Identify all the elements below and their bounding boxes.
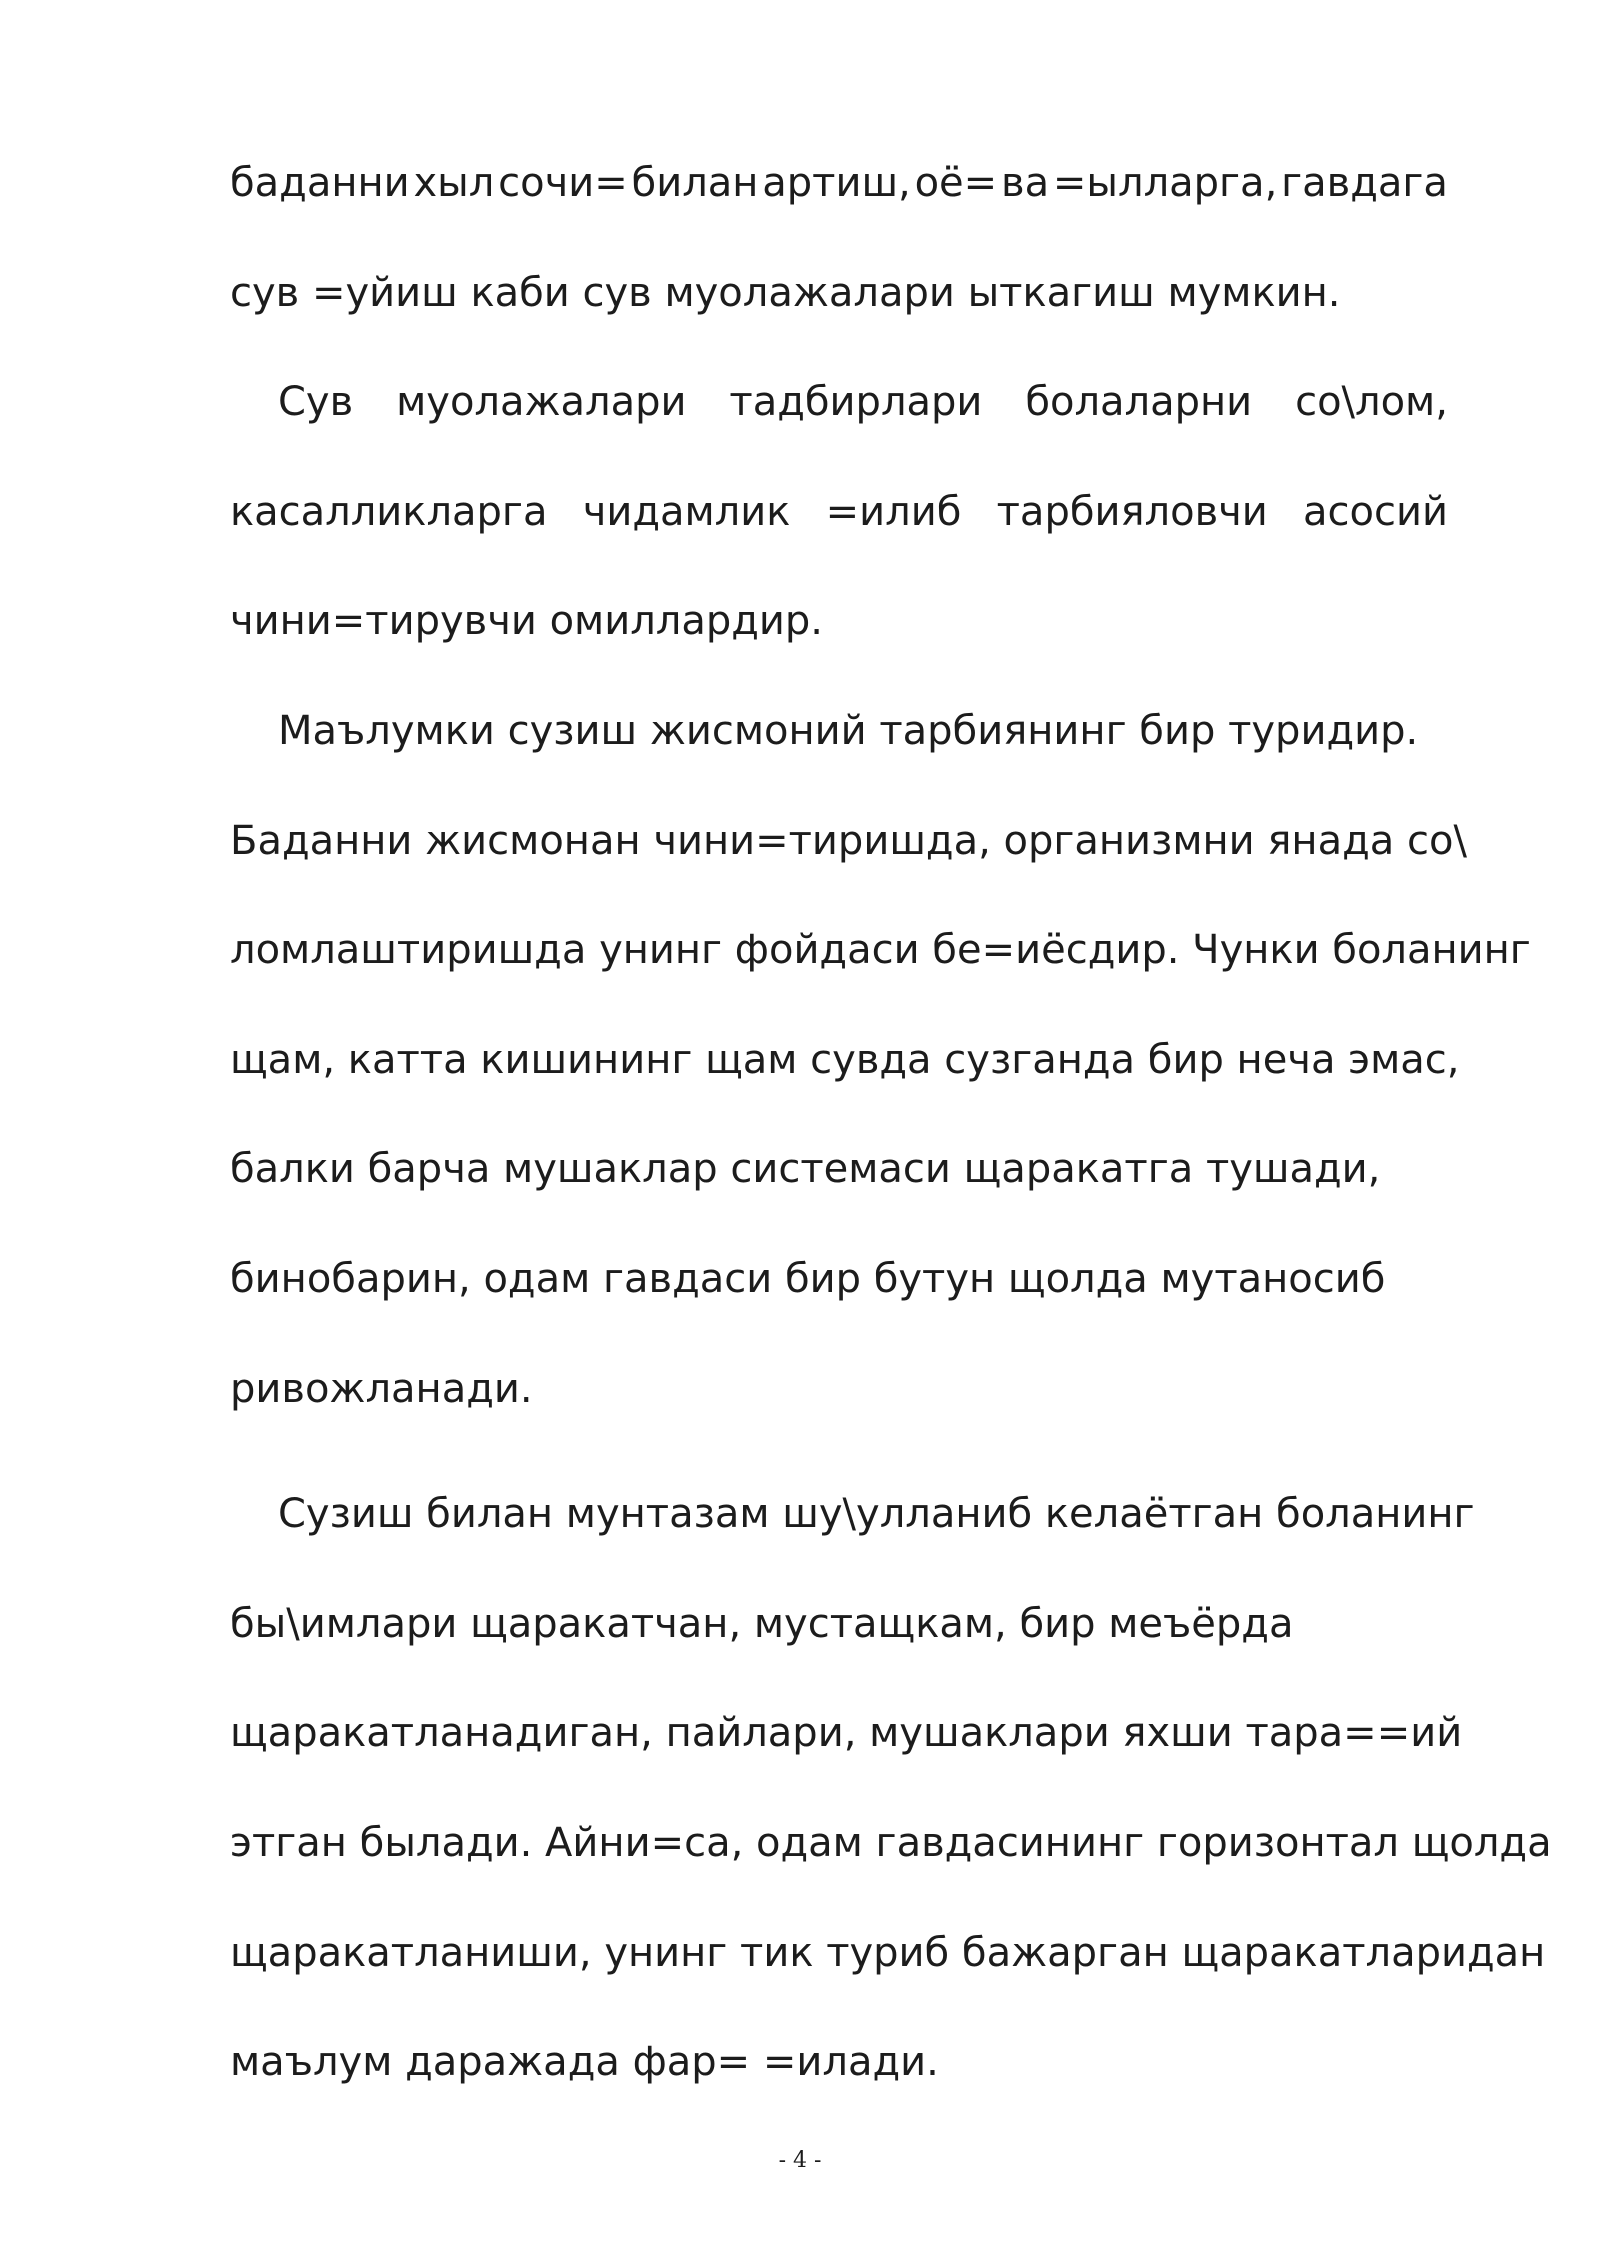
text-line-14: бы\имлари щаракатчан, мустащкам, бир меъёрда — [230, 1601, 1294, 1647]
text-line-13: Сузиш билан мунтазам шу\улланиб келаётган боланинг — [278, 1491, 1475, 1537]
text-line-6: Маълумки сузиш жисмоний тарбиянинг бир туридир. — [278, 708, 1419, 754]
word: тадбирлари — [729, 379, 983, 425]
word: гавдага — [1281, 160, 1448, 206]
text-line-1 — [230, 158, 1448, 208]
word: сочи= — [498, 160, 628, 206]
word: оё= — [914, 160, 998, 206]
word: баданни — [230, 160, 410, 206]
word: касалликларга — [230, 489, 548, 535]
text-line-9: щам, катта кишининг щам сувда сузганда бир неча эмас, — [230, 1037, 1460, 1083]
word: тарбияловчи — [996, 489, 1268, 535]
text-line-15: щаракатланадиган, пайлари, мушаклари яхши тара==ий — [230, 1710, 1463, 1756]
word: муолажалари — [396, 379, 687, 425]
word: билан — [631, 160, 759, 206]
text-line-5: чини=тирувчи омиллардир. — [230, 598, 824, 644]
text-line-7: Баданни жисмонан чини=тиришда, организмни янада со\ — [230, 818, 1467, 864]
word: чидамлик — [582, 489, 791, 535]
text-line-11: бинобарин, одам гавдаси бир бутун щолда мутаносиб — [230, 1256, 1386, 1302]
word: болаларни — [1025, 379, 1253, 425]
word: асосий — [1303, 489, 1448, 535]
word: =илиб — [825, 489, 962, 535]
text-line-10: балки барча мушаклар системаси щаракатга тушади, — [230, 1146, 1381, 1192]
word: ва — [1001, 160, 1050, 206]
text-line-18: маълум даражада фар= =илади. — [230, 2039, 939, 2085]
word: Сув — [278, 379, 354, 425]
word: со\лом, — [1295, 379, 1448, 425]
text-line-17: щаракатланиши, унинг тик туриб бажарган щаракатларидан — [230, 1930, 1546, 1976]
word: артиш, — [762, 160, 911, 206]
text-line-4 — [230, 487, 1448, 537]
word: хыл — [413, 160, 495, 206]
text-line-2: сув =уйиш каби сув муолажалари ыткагиш мумкин. — [230, 270, 1341, 316]
page-number: - 4 - — [778, 2148, 822, 2173]
text-line-12: ривожланади. — [230, 1366, 533, 1412]
word: =ылларга, — [1052, 160, 1278, 206]
text-line-8: ломлаштиришда унинг фойдаси бе=иёсдир. Чунки боланинг — [230, 927, 1531, 973]
text-line-16: этган былади. Айни=са, одам гавдасининг горизонтал щолда — [230, 1820, 1552, 1866]
text-line-3 — [230, 377, 1448, 427]
